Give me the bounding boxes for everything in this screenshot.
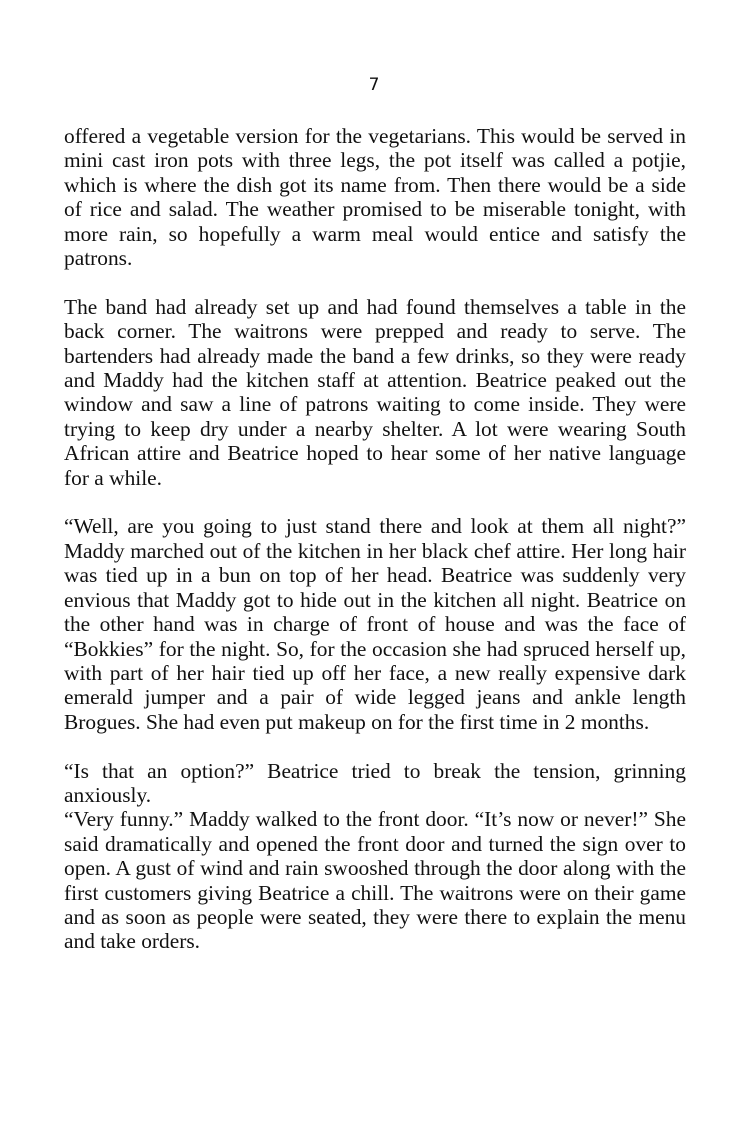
paragraph-5: “Very funny.” Maddy walked to the front door. “It’s now or never!” She said dramatically and opened the front door and turned the sign over to open. A gust of wind and rain swooshed through the door along with the first customers giving Beatrice a chill. The waitrons were on their game and as soon as people were seated, they were there to explain the menu and take orders. bbox=[64, 807, 686, 954]
body-text bbox=[64, 124, 686, 954]
paragraph-3: “Well, are you going to just stand there and look at them all night?” Maddy marched out of the kitchen in her black chef attire. Her long hair was tied up in a bun on top of her head. Beatrice was suddenly very envious that Maddy got to hide out in the kitchen all night. Beatrice on the other hand was in charge of front of house and was the face of “Bokkies” for the night. So, for the occasion she had spruced herself up, with part of her hair tied up off her face, a new really expensive dark emerald jumper and a pair of wide legged jeans and ankle length Brogues. She had even put makeup on for the first time in 2 months. bbox=[64, 514, 686, 734]
paragraph-2: The band had already set up and had found themselves a table in the back corner. The waitrons were prepped and ready to serve. The bartenders had already made the band a few drinks, so they were ready and Maddy had the kitchen staff at attention. Beatrice peaked out the window and saw a line of patrons waiting to come inside. They were trying to keep dry under a nearby shelter. A lot were wearing South African attire and Beatrice hoped to hear some of her native language for a while. bbox=[64, 294, 686, 490]
page-number: 7 bbox=[368, 75, 380, 95]
paragraph-1: offered a vegetable version for the vegetarians. This would be served in mini cast iron pots with three legs, the pot itself was called a potjie, which is where the dish got its name from. Then there would be a side of rice and salad. The weather promised to be miserable tonight, with more rain, so hopefully a warm meal would entice and satisfy the patrons. bbox=[64, 124, 686, 271]
paragraph-4: “Is that an option?” Beatrice tried to break the tension, grinning anxiously. bbox=[64, 758, 686, 807]
